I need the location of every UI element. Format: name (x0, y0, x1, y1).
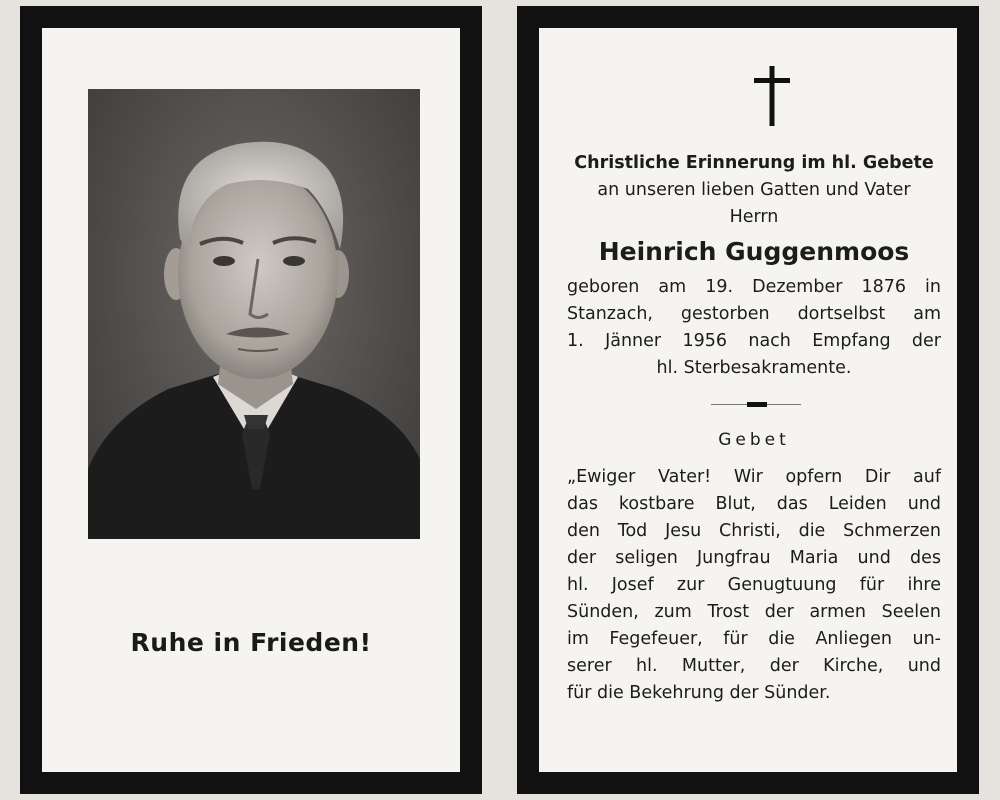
portrait-photo (88, 89, 420, 539)
deceased-name: Heinrich Guggenmoos (598, 237, 910, 266)
prayer-line: das kostbare Blut, das Leiden und (567, 494, 941, 514)
heading-line-3: Herrn (729, 207, 779, 227)
prayer-line: hl. Josef zur Genugtuung für ihre (567, 575, 941, 595)
prayer-line: „Ewiger Vater! Wir opfern Dir auf (567, 467, 941, 487)
bio-line: geboren am 19. Dezember 1876 in (567, 277, 941, 297)
memorial-card-right (517, 6, 979, 794)
prayer-line: der seligen Jungfrau Maria und des (567, 548, 941, 568)
memorial-card-left (20, 6, 482, 794)
bio-line: Stanzach, gestorben dortselbst am (567, 304, 941, 324)
prayer-line: den Tod Jesu Christi, die Schmerzen (567, 521, 941, 541)
cross-icon (752, 66, 792, 126)
bio-line: hl. Sterbesakramente. (656, 358, 852, 378)
prayer-line: serer hl. Mutter, der Kirche, und (567, 656, 941, 676)
motto-text: Ruhe in Frieden! (130, 628, 372, 657)
bio-line: 1. Jänner 1956 nach Empfang der (567, 331, 941, 351)
heading-line-1: Christliche Erinnerung im hl. Gebete (574, 153, 934, 173)
divider-ornament (567, 391, 941, 417)
prayer-line: für die Bekehrung der Sünder. (567, 683, 831, 703)
prayer-line: Sünden, zum Trost der armen Seelen (567, 602, 941, 622)
prayer-title: Gebet (718, 430, 790, 450)
portrait-illustration (88, 89, 420, 539)
card-text-block (567, 28, 941, 707)
heading-line-2: an unseren lieben Gatten und Vater (597, 180, 911, 200)
prayer-line: im Fegefeuer, für die Anliegen un- (567, 629, 941, 649)
